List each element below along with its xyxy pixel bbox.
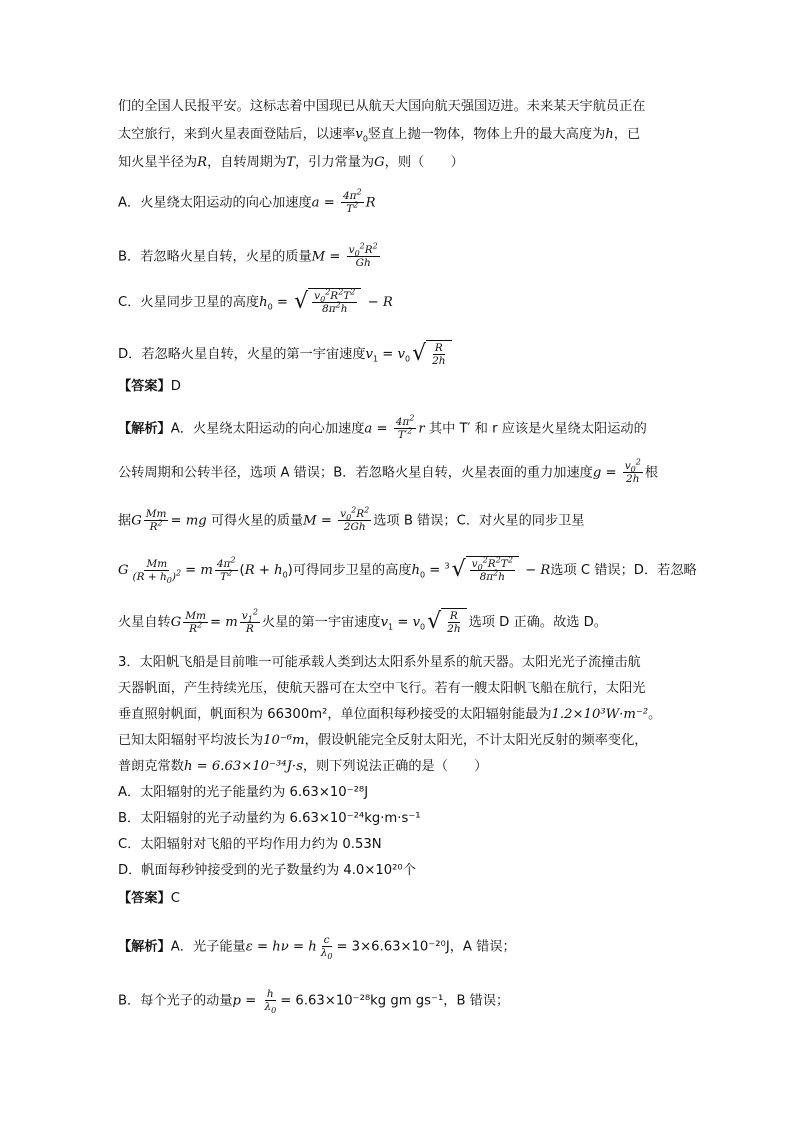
q3-option-a: A．太阳辐射的光子能量约为 6.63×10⁻²⁸J [118, 785, 369, 800]
q2-explanation-line-3: 据G $\frac{Mm}{R^2}$ = mg 可得火星的质量M = $\frac{v_0^2R^2}{2Gh}$ 选项 B 错误；C．对火星的同步卫星 [118, 505, 585, 533]
q3-option-c: C．太阳辐射对飞船的平均作用力约为 0.53N [118, 837, 382, 852]
q2-answer: 【答案】D [118, 379, 181, 394]
q2-option-b: B．若忽略火星自转，火星的质量M = $\frac{v_0^2R^2}{Gh}$ [118, 241, 378, 269]
q3-stem-line-4: 已知太阳辐射平均波长为10⁻⁶m，假设帆能完全反射太阳光，不计太阳光反射的频率变化， [118, 733, 648, 748]
q3-explanation-line-2: B．每个光子的动量p = $\frac{h}{\lambda_0}$ = 6.63×10⁻²⁸kg gm gs⁻¹，B 错误； [118, 988, 510, 1016]
q3-option-d: D．帆面每秒钟接受到的光子数量约为 4.0×10²⁰个 [118, 863, 416, 878]
q3-explanation-line-1: 【解析】A．光子能量ε = hν = h $\frac{c}{\lambda_0}$ = 3×6.63×10⁻²⁰J，A 错误； [118, 934, 516, 962]
q2-stem-line-3: 知火星半径为R，自转周期为T，引力常量为G，则（ ） [118, 155, 464, 170]
q3-stem-line-5: 普朗克常数h = 6.63×10⁻³⁴J·s，则下列说法正确的是（ ） [118, 759, 488, 774]
q3-stem-line-1: 3．太阳帆飞船是目前唯一可能承载人类到达太阳系外星系的航天器。太阳光光子流撞击航 [118, 655, 641, 670]
q2-stem-line-2: 太空旅行，来到火星表面登陆后，以速率$v_0$竖直上抛一物体，物体上升的最大高度为h，已 [118, 127, 641, 144]
q2-option-d: D．若忽略火星自转，火星的第一宇宙速度$v_1 = v_0$ √ $\frac{R}{2h}$ [118, 340, 698, 368]
q3-stem-line-3: 垂直照射帆面，帆面积为 66300m²，单位面积每秒接受的太阳辐射能最为1.2×10³W·m⁻²。 [118, 707, 662, 722]
q3-answer: 【答案】C [118, 891, 180, 906]
q2-explanation-line-2: 公转周期和公转半径，选项 A 错误；B．若忽略火星自转，火星表面的重力加速度g = $\frac{v_0^2}{2h}$ 根 [118, 457, 659, 485]
q2-option-c: C．火星同步卫星的高度$h_0$ = √ $\frac{v_0^2R^2T^2}{8\pi^2h}$ − R [118, 287, 393, 315]
q2-option-a: A．火星绕太阳运动的向心加速度a = $\frac{4\pi^2}{T^2}$ R [118, 187, 376, 215]
q2-explanation-line-5: 火星自转G $\frac{Mm}{R^2}$ = m $\frac{v_1^2}{R}$ 火星的第一宇宙速度$v_1 = v_0$ √ $\frac{R}{2h}$ 选项 D 正确。故选 D。 [118, 607, 607, 635]
q2-explanation-line-4: G $\frac{Mm}{(R + h_0)^2}$ = m $\frac{4\pi^2}{T^2}$ $(R + h_0)$可得同步卫星的高度$h_0 = ^3$ √ $\frac{v_0^2R^2T^2}{8\pi^2h}$ − R选项 C 错误；D．若忽略 [118, 555, 697, 585]
q2-explanation-line-1: 【解析】A．火星绕太阳运动的向心加速度a = $\frac{4\pi^2}{T'^2}$ r 其中 T′ 和 r 应该是火星绕太阳运动的 [118, 413, 647, 441]
q3-stem-line-2: 天器帆面，产生持续光压，使航天器可在太空中飞行。若有一艘太阳帆飞船在航行，太阳光 [118, 681, 646, 696]
q2-stem-line-1: 们的全国人民报平安。这标志着中国现已从航天大国向航天强国迈进。未来某天宇航员正在 [118, 99, 646, 114]
q3-option-b: B．太阳辐射的光子动量约为 6.63×10⁻²⁴kg·m·s⁻¹ [118, 811, 421, 826]
